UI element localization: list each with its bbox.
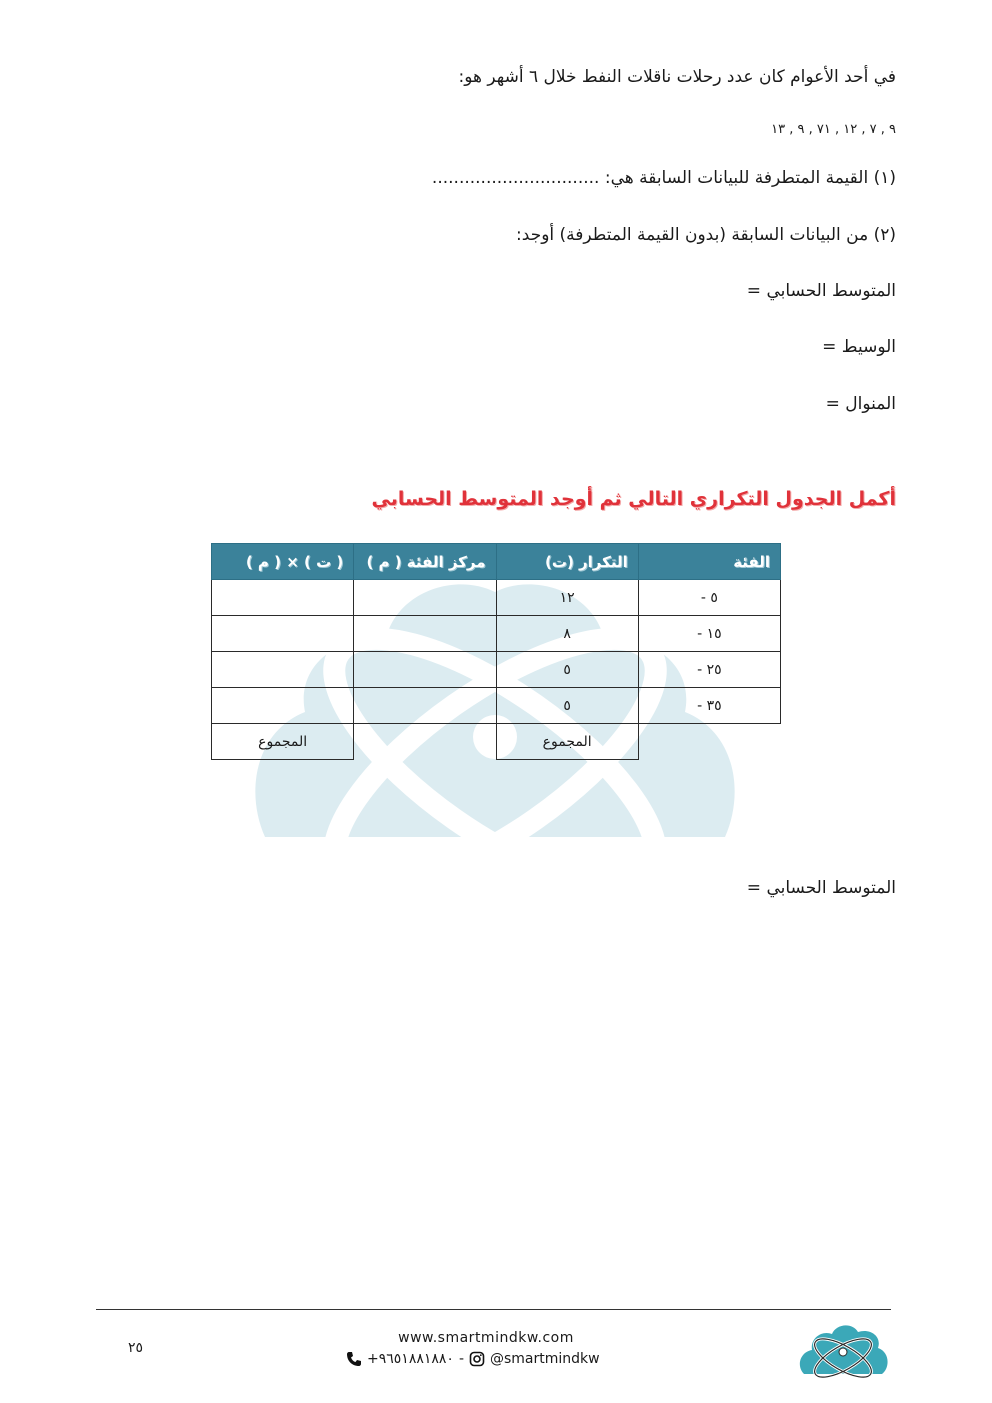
phone-icon <box>346 1351 362 1367</box>
class-cell: ٢٥ - <box>638 652 780 688</box>
table-total-row <box>212 724 781 760</box>
website-link[interactable]: www.smartmindkw.com <box>398 1330 574 1346</box>
smartmind-logo <box>798 1322 888 1378</box>
table-row <box>212 616 781 652</box>
instagram-icon <box>469 1351 485 1367</box>
median-label: الوسيط = <box>822 337 896 357</box>
phone-number[interactable]: +٩٦٥١٨٨١٨٨٠ <box>367 1351 454 1367</box>
table-row <box>212 652 781 688</box>
product-cell[interactable] <box>212 580 354 616</box>
header-product: ( ت ) × ( م ) <box>212 544 354 580</box>
product-cell[interactable] <box>212 652 354 688</box>
frequency-cell: ٥ <box>496 652 638 688</box>
mode-label: المنوال = <box>825 394 896 414</box>
frequency-cell: ١٢ <box>496 580 638 616</box>
total-frequency-cell: المجموع <box>496 724 638 760</box>
center-cell[interactable] <box>354 652 496 688</box>
table-heading: أكمل الجدول التكراري التالي ثم أوجد المتوسط الحسابي <box>371 488 896 510</box>
data-values: ٩ , ٧ , ١٢ , ٧١ , ٩ , ١٣ <box>771 122 896 137</box>
table-row <box>212 580 781 616</box>
class-cell: ١٥ - <box>638 616 780 652</box>
question-1: (١) القيمة المتطرفة للبيانات السابقة هي: ............................... <box>431 168 896 188</box>
frequency-cell: ٨ <box>496 616 638 652</box>
product-cell[interactable] <box>212 688 354 724</box>
empty-cell <box>638 724 780 760</box>
contact-line <box>346 1351 600 1367</box>
table-header-row <box>212 544 781 580</box>
product-cell[interactable] <box>212 616 354 652</box>
separator: - <box>458 1351 464 1367</box>
intro-text: في أحد الأعوام كان عدد رحلات ناقلات النفط خلال ٦ أشهر هو: <box>458 67 896 87</box>
table-row <box>212 688 781 724</box>
final-mean-label: المتوسط الحسابي = <box>746 878 896 898</box>
footer-divider <box>96 1309 891 1310</box>
mean-label: المتوسط الحسابي = <box>746 281 896 301</box>
page-number: ٢٥ <box>128 1340 144 1356</box>
total-product-cell: المجموع <box>212 724 354 760</box>
center-cell[interactable] <box>354 580 496 616</box>
header-class-center: مركز الفئة ( م ) <box>354 544 496 580</box>
instagram-handle[interactable]: @smartmindkw <box>490 1351 600 1367</box>
header-class: الفئة <box>638 544 780 580</box>
frequency-cell: ٥ <box>496 688 638 724</box>
empty-cell <box>354 724 496 760</box>
center-cell[interactable] <box>354 688 496 724</box>
class-cell: ٥ - <box>638 580 780 616</box>
header-frequency: التكرار (ت) <box>496 544 638 580</box>
question-2: (٢) من البيانات السابقة (بدون القيمة المتطرفة) أوجد: <box>516 225 896 245</box>
class-cell: ٣٥ - <box>638 688 780 724</box>
center-cell[interactable] <box>354 616 496 652</box>
frequency-table <box>211 543 781 760</box>
